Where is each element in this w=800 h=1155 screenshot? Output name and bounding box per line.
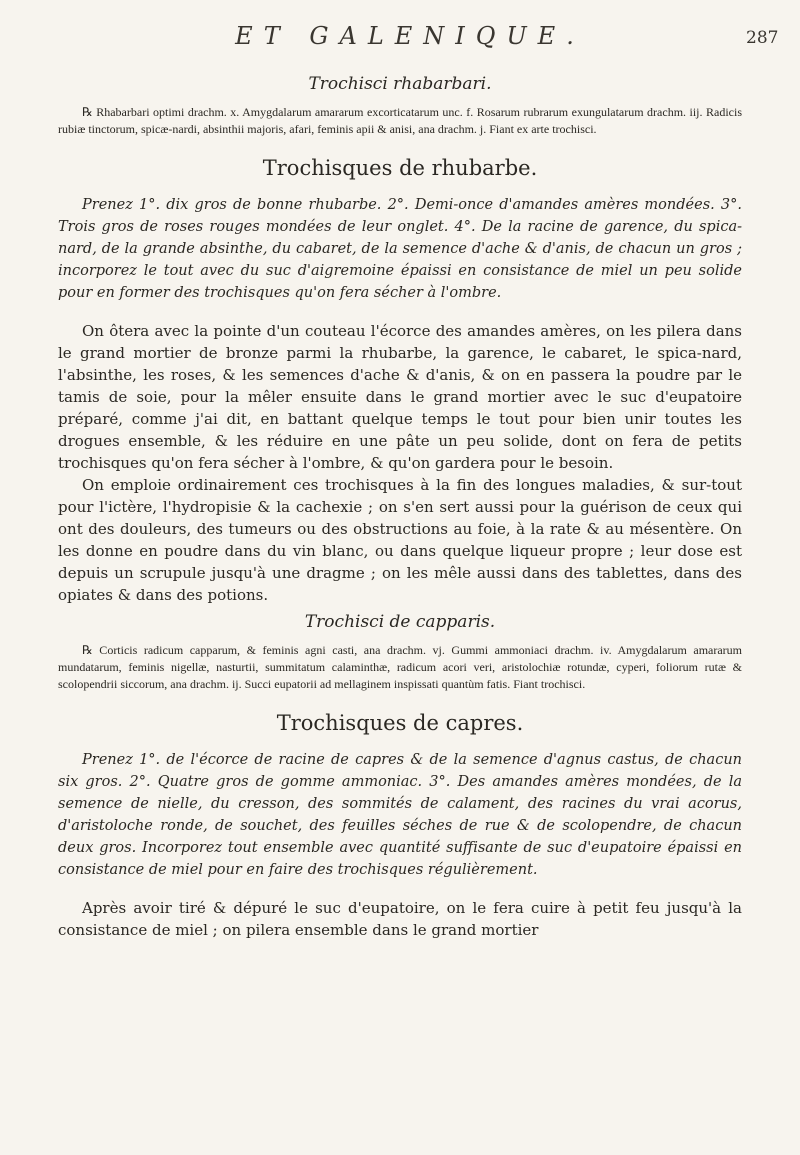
french-recipe-rhubarbe: Prenez 1°. dix gros de bonne rhubarbe. 2°. Demi-once d'amandes amères mondées. 3°. Trois gros de roses rouges mondées de leur onglet. 4°. De la racine de garence, du spica-nard, de la grande absinthe, du cabaret, de la semence d'ache & d'anis, de chacun un gros ; incorporez le tout avec du suc d'aigremoine épaissi en consistance de miel un peu solide pour en former des trochisques qu'on fera sécher à l'ombre. [58, 197, 742, 301]
latin-recipe-rhabarbari: ℞ Rhabarbari optimi drachm. x. Amygdalarum amararum excorticatarum unc. f. Rosarum rubrarum exungulatarum drachm. iij. Radicis rubiæ tinctorum, spicæ-nardi, absinthii majoris, afari, feminis apii & anisi, ana drachm. j. Fiant ex arte trochisci. [58, 105, 742, 136]
page-content [58, 74, 742, 941]
french-heading-rhubarbe: Trochisques de rhubarbe. [262, 156, 538, 180]
preparation-paragraph-capres: Après avoir tiré & dépuré le suc d'eupatoire, on le fera cuire à petit feu jusqu'à la consistance de miel ; on pilera ensemble dans le grand mortier [58, 899, 742, 939]
preparation-paragraph: On ôtera avec la pointe d'un couteau l'écorce des amandes amères, on les pilera dans le grand mortier de bronze parmi la rhubarbe, la garence, le cabaret, le spica-nard, l'absinthe, les roses, & les semences d'ache & d'anis, & on en passera la poudre par le tamis de soie, pour la mêler ensuite dans le grand mortier avec le suc d'eupatoire préparé, comme j'ai dit, en battant quelque temps le tout pour bien unir toutes les drogues ensemble, & les réduire en une pâte un peu solide, dont on fera de petits trochisques qu'on fera sécher à l'ombre, & qu'on gardera pour le besoin. [58, 322, 742, 472]
latin-recipe-capparis: ℞ Corticis radicum capparum, & feminis agni casti, ana drachm. vj. Gummi ammoniaci drachm. iv. Amygdalarum amararum mundatarum, feminis nigellæ, nasturtii, summitatum calaminthæ, radicum acori veri, aristolochiæ rotundæ, cyperi, foliorum rutæ & scolopendrii siccorum, ana drachm. ij. Succi eupatorii ad mellaginem inspissati quantùm fatis. Fiant trochisci. [58, 643, 742, 691]
french-heading-capres: Trochisques de capres. [276, 711, 524, 735]
page-number: 287 [746, 28, 779, 48]
latin-heading-capparis: Trochisci de capparis. [304, 612, 496, 632]
running-head: ET GALENIQUE. [235, 22, 585, 50]
usage-paragraph: On emploie ordinairement ces trochisques à la fin des longues maladies, & sur-tout pour l'ictère, l'hydropisie & la cachexie ; on s'en sert aussi pour la guérison de ceux qui ont des douleurs, des tumeurs ou des obstructions au foie, à la rate & au mésentère. On les donne en poudre dans du vin blanc, ou dans quelque liqueur propre ; leur dose est depuis un scrupule jusqu'à une dragme ; on les mêle aussi dans des tablettes, dans des opiates & dans des potions. [58, 476, 742, 604]
latin-heading-rhabarbari: Trochisci rhabarbari. [308, 74, 492, 94]
french-recipe-capres: Prenez 1°. de l'écorce de racine de capres & de la semence d'agnus castus, de chacun six gros. 2°. Quatre gros de gomme ammoniac. 3°. Des amandes amères mondées, de la semence de nielle, du cresson, des sommités de calament, des racines du vrai acorus, d'aristoloche ronde, de souchet, des feuilles séches de rue & de scolopendre, de chacun deux gros. Incorporez tout ensemble avec quantité suffisante de suc d'eupatoire épaissi en consistance de miel pour en faire des trochisques régulièrement. [58, 752, 742, 878]
